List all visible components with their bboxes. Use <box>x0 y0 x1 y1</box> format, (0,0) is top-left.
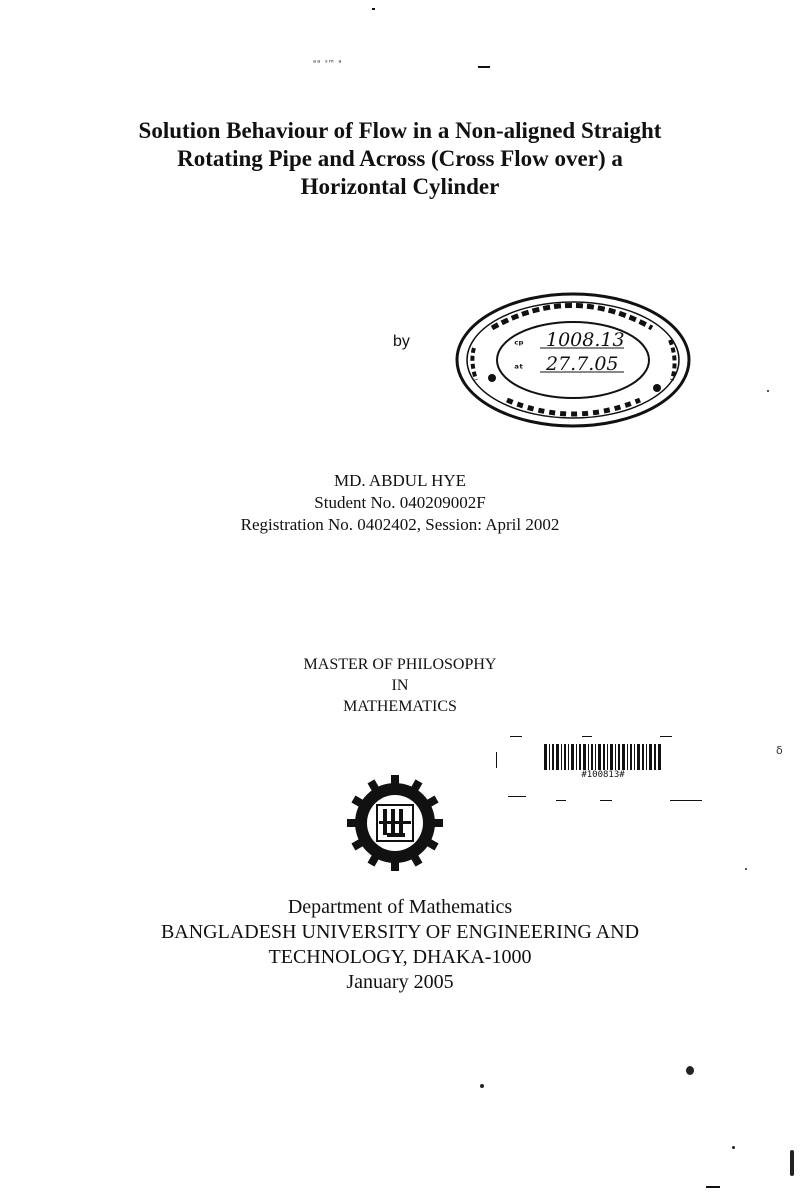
library-stamp <box>452 288 694 432</box>
sticker-edge-bottom <box>556 800 566 801</box>
title-line-2: Rotating Pipe and Across (Cross Flow over) a <box>177 146 623 171</box>
ink-speck <box>480 1084 484 1088</box>
ink-speck <box>790 1150 794 1176</box>
sticker-edge-top <box>510 736 522 737</box>
sticker-edge-left <box>496 752 497 768</box>
header-dash <box>478 66 490 68</box>
university-name: BANGLADESH UNIVERSITY OF ENGINEERING AND <box>160 921 640 943</box>
degree-line-2: IN <box>391 677 409 694</box>
thesis-title <box>100 117 700 201</box>
ink-speck <box>686 1066 694 1075</box>
barcode-sticker <box>492 736 712 808</box>
barcode-icon <box>544 744 662 770</box>
department-info <box>60 895 740 995</box>
department-name: Department of Mathematics <box>287 896 513 918</box>
title-line-3: Horizontal Cylinder <box>300 174 500 199</box>
svg-text:ᵃᵗ: ᵃᵗ <box>514 362 524 375</box>
ink-speck <box>745 868 747 870</box>
title-line-1: Solution Behaviour of Flow in a Non-aligned Straight <box>138 118 662 143</box>
stamp-number: 1008.13 <box>546 329 625 351</box>
author-info <box>150 470 650 536</box>
sticker-edge-top <box>582 736 592 737</box>
bottom-scribble <box>706 1186 720 1188</box>
student-number: Student No. 040209002F <box>314 493 486 512</box>
top-tick <box>372 8 375 10</box>
university-seal-icon <box>347 775 443 871</box>
header-scribble: ᵃᵃ ˢᵐ ᵃ <box>313 58 343 67</box>
university-location: TECHNOLOGY, DHAKA-1000 <box>268 946 532 968</box>
sticker-edge-top <box>660 736 672 737</box>
ink-speck <box>732 1146 735 1149</box>
by-label: by <box>393 333 410 350</box>
sticker-edge-bottom <box>600 800 612 801</box>
svg-text:ᶜᵖ: ᶜᵖ <box>514 338 524 351</box>
degree-line-3: MATHEMATICS <box>343 698 457 715</box>
sticker-edge-bottom <box>508 796 526 797</box>
author-name: MD. ABDUL HYE <box>333 471 467 490</box>
stamp-date: 27.7.05 <box>546 353 619 375</box>
degree-info <box>190 654 610 717</box>
degree-line-1: MASTER OF PHILOSOPHY <box>303 656 497 673</box>
barcode-label: #100813# <box>581 770 625 780</box>
sticker-edge-bottom <box>670 800 702 801</box>
ink-speck <box>767 390 769 392</box>
submission-date: January 2005 <box>346 971 454 993</box>
registration-number: Registration No. 0402402, Session: April 2002 <box>240 515 560 534</box>
margin-mark: δ <box>776 744 783 757</box>
